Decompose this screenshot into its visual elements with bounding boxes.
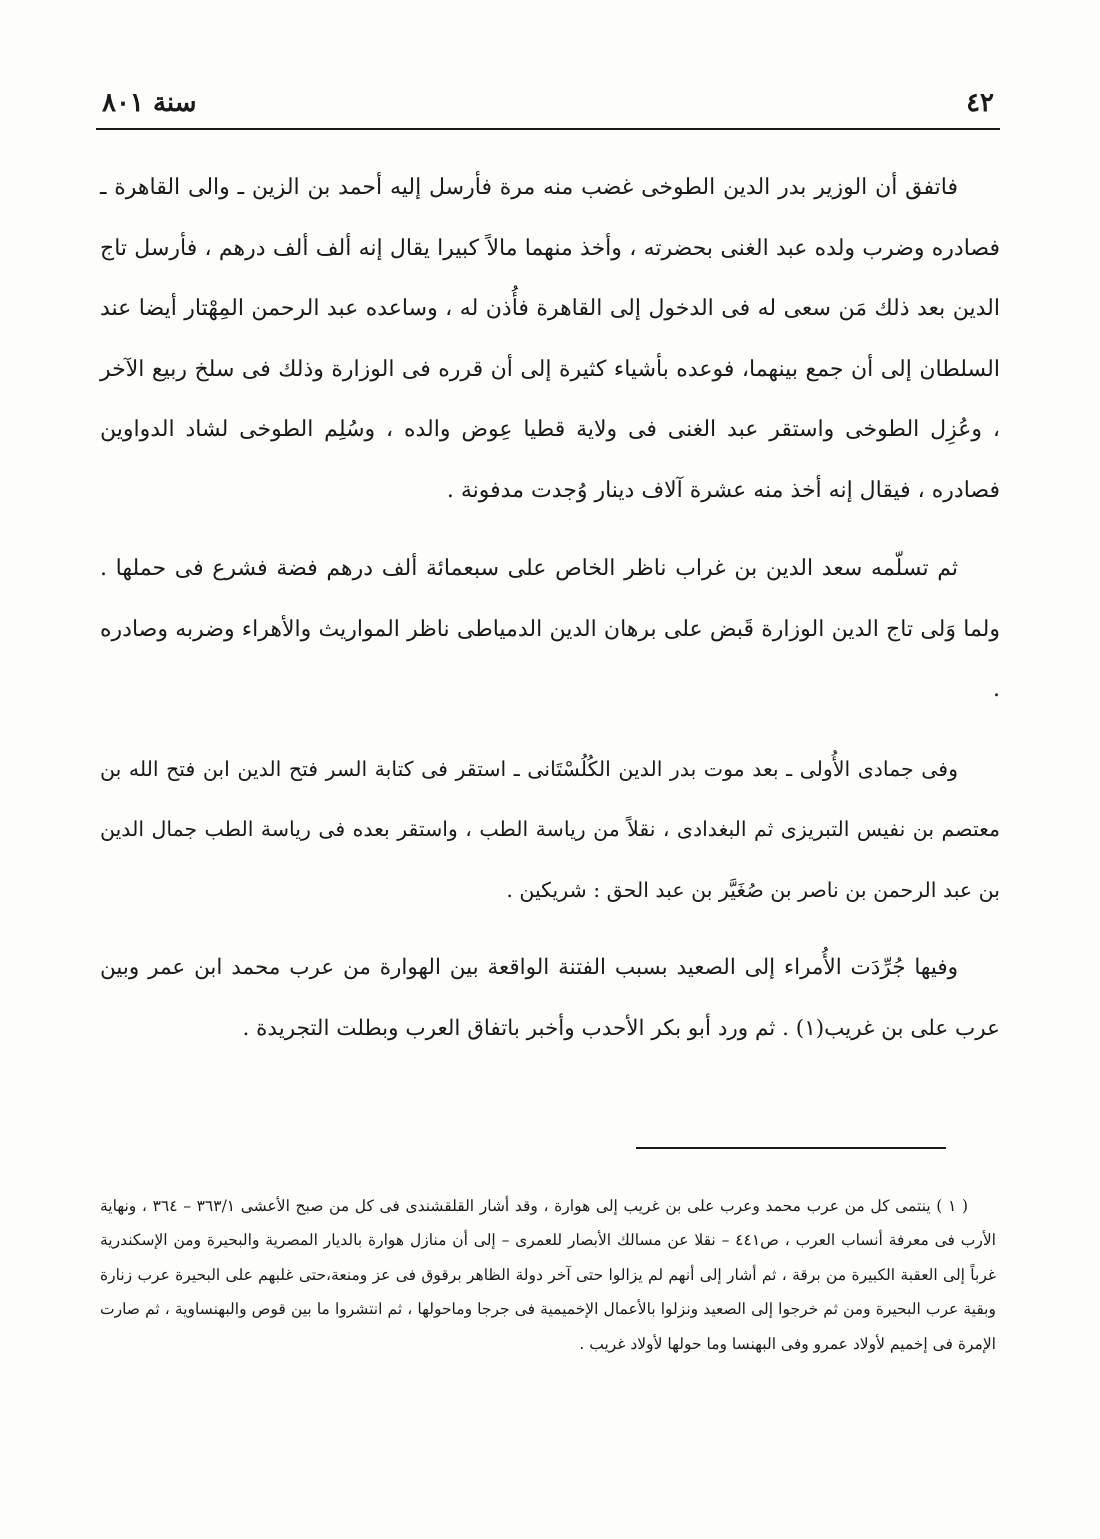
main-text xyxy=(100,158,1000,1077)
running-head-year: سنة ٨٠١ xyxy=(102,88,197,118)
page-header xyxy=(96,88,1000,130)
paragraph-2: ثم تسلّمه سعد الدين بن غراب ناظر الخاص على سبعمائة ألف درهم فضة فشرع فى حملها . ولما وَلى تاج الدين الوزارة قَبض على برهان الدين الدمياطى ناظر المواريث والأهراء وضربه وصادره . xyxy=(100,556,1000,702)
paragraph-1: فاتفق أن الوزير بدر الدين الطوخى غضب منه مرة فأرسل إليه أحمد بن الزين ـ والى القاهرة ـ فصادره وضرب ولده عبد الغنى بحضرته ، وأخذ منهما مالاً كبيرا يقال إنه ألف ألف درهم ، فأرسل تاج الدين بعد ذلك مَن سعى له فى الدخول إلى القاهرة فأُذن له ، وساعده عبد الرحمن المِهْتار أيضا عند السلطان إلى أن جمع بينهما، فوعده بأشياء كثيرة إلى أن قرره فى الوزارة وذلك فى سلخ ربيع الآخر ، وعُزِل الطوخى واستقر عبد الغنى فى ولاية قطيا عِوض والده ، وسُلِم الطوخى لشاد الدواوين فصادره ، فيقال إنه أخذ منه عشرة آلاف دينار وُجدت مدفونة . xyxy=(100,175,1000,503)
paragraph-4: وفيها جُرِّدَت الأُمراء إلى الصعيد بسبب الفتنة الواقعة بين الهوارة من عرب محمد ابن عمر وبين عرب على بن غريب(١) . ثم ورد أبو بكر الأحدب وأخبر باتفاق العرب وبطلت التجريدة . xyxy=(100,955,1000,1041)
footnote: ( ١ ) ينتمى كل من عرب محمد وعرب على بن غريب إلى هوارة ، وقد أشار القلقشندى فى كل من صبح الأعشى ٣٦٣/١ – ٣٦٤ ، ونهاية الأرب فى معرفة أنساب العرب ، ص٤٤١ – نقلا عن مسالك الأبصار للعمرى – إلى أن منازل هوارة بالديار المصرية والبحيرة ومن الإسكندرية غرباً إلى العقبة الكبيرة من برقة ، ثم أشار إلى أنهم لم يزالوا حتى آخر دولة الظاهر برقوق فى عز ومنعة،حتى غلبهم على البحيرة عرب زنارة وبقية عرب البحيرة ومن ثم خرجوا إلى الصعيد ونزلوا بالأعمال الإخميمية فى جرجا وماحولها ، ثم انتشروا ما بين قوص والبهنساوية ، ثم صارت الإمرة فى إخميم لأولاد عمرو وفى البهنسا وما حولها لأولاد غريب . xyxy=(100,1196,996,1353)
page-number: ٤٢ xyxy=(966,88,994,118)
paragraph-3: وفى جمادى الأُولى ـ بعد موت بدر الدين الكُلُسْتَانى ـ استقر فى كتابة السر فتح الدين ابن فتح الله بن معتصم بن نفيس التبريزى ثم البغدادى ، نقلاً من رياسة الطب ، واستقر بعده فى رياسة الطب جمال الدين بن عبد الرحمن بن ناصر بن صُغَيَّر بن عبد الحق : شريكين . xyxy=(100,756,1000,902)
footnote-separator xyxy=(636,1147,946,1149)
